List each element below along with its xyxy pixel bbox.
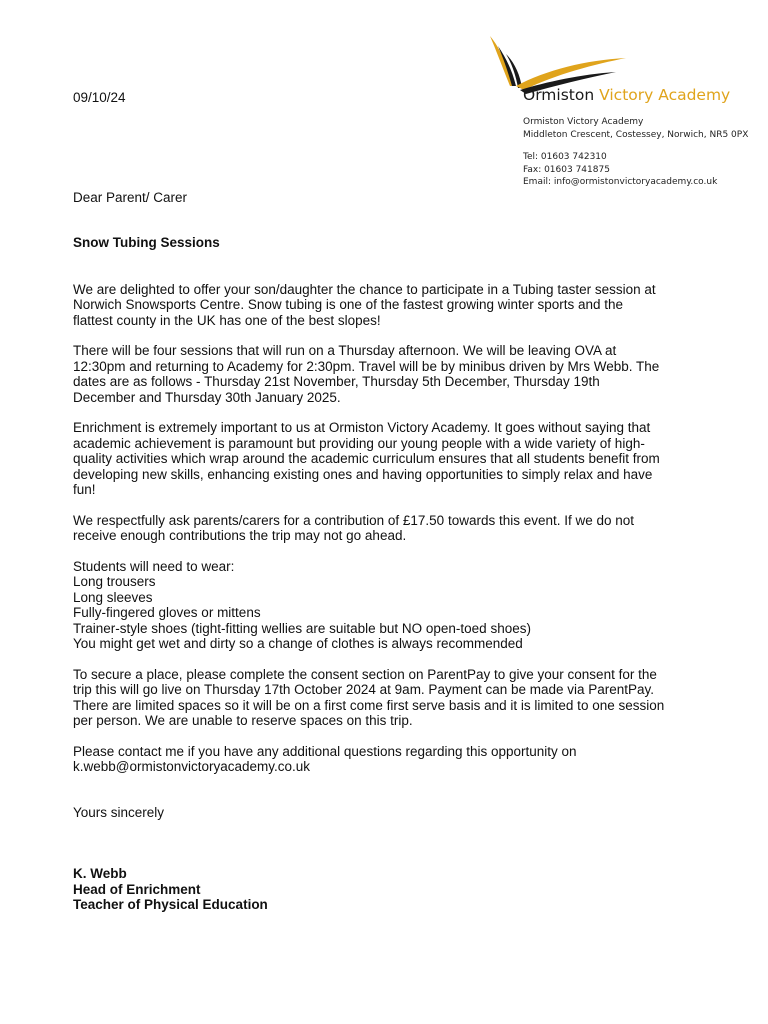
letter-date: 09/10/24 bbox=[73, 90, 126, 105]
text-line: per person. We are unable to reserve spaces on this trip. bbox=[73, 713, 413, 729]
paragraph-clothing-list bbox=[73, 559, 713, 651]
paragraph-enrichment bbox=[73, 420, 713, 497]
contact-fax: Fax: 01603 741875 bbox=[523, 164, 610, 175]
school-address bbox=[523, 116, 748, 141]
text-line: flattest county in the UK has one of the best slopes! bbox=[73, 312, 381, 328]
signature-role: Teacher of Physical Education bbox=[73, 896, 268, 912]
address-line: Middleton Crescent, Costessey, Norwich, NR5 0PX bbox=[523, 129, 749, 140]
text-line: academic achievement is paramount but providing our young people with a wide variety of high- bbox=[73, 435, 645, 451]
contact-tel: Tel: 01603 742310 bbox=[523, 152, 607, 162]
school-contact bbox=[523, 151, 717, 189]
text-line: quality activities which wrap around the academic curriculum ensures that all students benefit from bbox=[73, 451, 660, 467]
school-name bbox=[523, 86, 730, 104]
text-line: developing new skills, enhancing existing ones and having opportunities to simply relax and have bbox=[73, 466, 653, 482]
text-line: We respectfully ask parents/carers for a contribution of £17.50 towards this event. If we do not bbox=[73, 512, 635, 528]
text-line: There will be four sessions that will run on a Thursday afternoon. We will be leaving OVA at bbox=[73, 343, 617, 359]
list-item: Long sleeves bbox=[73, 589, 153, 605]
signature-block bbox=[73, 866, 713, 912]
paragraph-contribution bbox=[73, 513, 713, 544]
paragraph-intro bbox=[73, 282, 713, 328]
text-line: fun! bbox=[73, 482, 96, 498]
school-name-part1: Ormiston bbox=[523, 86, 595, 104]
signature-name: K. Webb bbox=[73, 866, 127, 882]
text-line: receive enough contributions the trip may not go ahead. bbox=[73, 528, 407, 544]
contact-email: Email: info@ormistonvictoryacademy.co.uk bbox=[523, 177, 718, 187]
text-line: 12:30pm and returning to Academy for 2:30pm. Travel will be by minibus driven by Mrs Webb. The bbox=[73, 358, 660, 374]
list-item: Fully-fingered gloves or mittens bbox=[73, 605, 261, 621]
text-line: dates are as follows - Thursday 21st November, Thursday 5th December, Thursday 19th bbox=[73, 374, 600, 390]
school-name-part2: Victory Academy bbox=[599, 86, 731, 104]
text-line: Norwich Snowsports Centre. Snow tubing is one of the fastest growing winter sports and the bbox=[73, 297, 624, 313]
letter-body bbox=[73, 190, 713, 912]
contact-email-link[interactable]: k.webb@ormistonvictoryacademy.co.uk bbox=[73, 759, 311, 775]
paragraph-booking bbox=[73, 667, 713, 729]
paragraph-contact bbox=[73, 744, 713, 775]
subject-heading: Snow Tubing Sessions bbox=[73, 235, 220, 251]
text-line: We are delighted to offer your son/daughter the chance to participate in a Tubing taster session at bbox=[73, 281, 656, 297]
salutation: Dear Parent/ Carer bbox=[73, 190, 188, 205]
list-item: Long trousers bbox=[73, 574, 156, 590]
text-line: Students will need to wear: bbox=[73, 559, 235, 575]
text-line: Enrichment is extremely important to us at Ormiston Victory Academy. It goes without saying that bbox=[73, 420, 651, 436]
text-line: There are limited spaces so it will be on a first come first serve basis and it is limited to one session bbox=[73, 697, 665, 713]
text-line: To secure a place, please complete the consent section on ParentPay to give your consent for the bbox=[73, 666, 657, 682]
text-line: Please contact me if you have any additional questions regarding this opportunity on bbox=[73, 743, 577, 759]
closing: Yours sincerely bbox=[73, 804, 165, 820]
list-item: You might get wet and dirty so a change of clothes is always recommended bbox=[73, 636, 523, 652]
address-line: Ormiston Victory Academy bbox=[523, 117, 644, 127]
text-line: December and Thursday 30th January 2025. bbox=[73, 389, 341, 405]
paragraph-sessions bbox=[73, 343, 713, 405]
signature-title: Head of Enrichment bbox=[73, 881, 201, 897]
text-line: trip this will go live on Thursday 17th October 2024 at 9am. Payment can be made via ParentPay. bbox=[73, 682, 655, 698]
list-item: Trainer-style shoes (tight-fitting wellies are suitable but NO open-toed shoes) bbox=[73, 620, 531, 636]
